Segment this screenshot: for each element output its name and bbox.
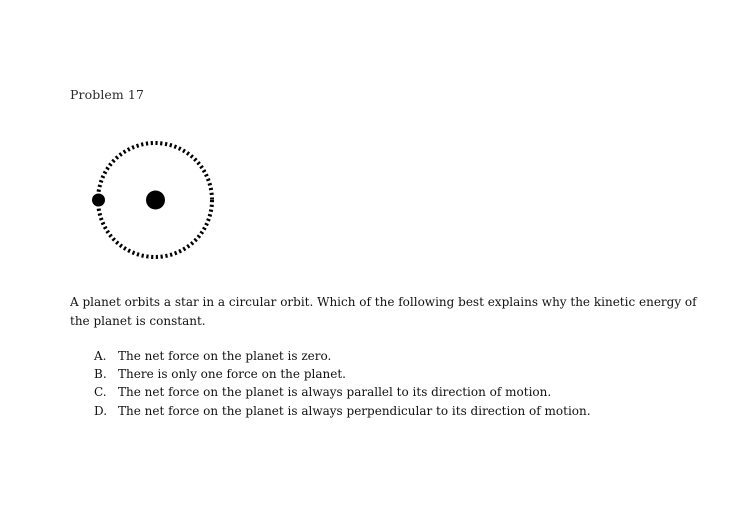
choice-b[interactable] bbox=[94, 365, 591, 383]
choice-a[interactable] bbox=[94, 347, 591, 365]
choice-text: The net force on the planet is always perpendicular to its direction of motion. bbox=[118, 403, 591, 418]
question-text: A planet orbits a star in a circular orbit. Which of the following best explains why the kinetic energy of the planet is constant. bbox=[70, 295, 697, 328]
problem-label: Problem 17 bbox=[70, 87, 145, 102]
choice-letter: A. bbox=[94, 349, 107, 363]
choice-text: The net force on the planet is zero. bbox=[118, 349, 332, 363]
choice-letter: C. bbox=[94, 385, 107, 400]
answer-choices bbox=[94, 347, 591, 420]
planet bbox=[92, 194, 105, 207]
orbit-diagram bbox=[85, 130, 225, 270]
choice-letter: B. bbox=[94, 367, 107, 382]
choice-letter: D. bbox=[94, 403, 108, 418]
choice-text: The net force on the planet is always parallel to its direction of motion. bbox=[118, 385, 552, 400]
choice-c[interactable] bbox=[94, 383, 591, 401]
choice-d[interactable] bbox=[94, 402, 591, 420]
star bbox=[146, 191, 165, 210]
choice-text: There is only one force on the planet. bbox=[118, 367, 346, 382]
